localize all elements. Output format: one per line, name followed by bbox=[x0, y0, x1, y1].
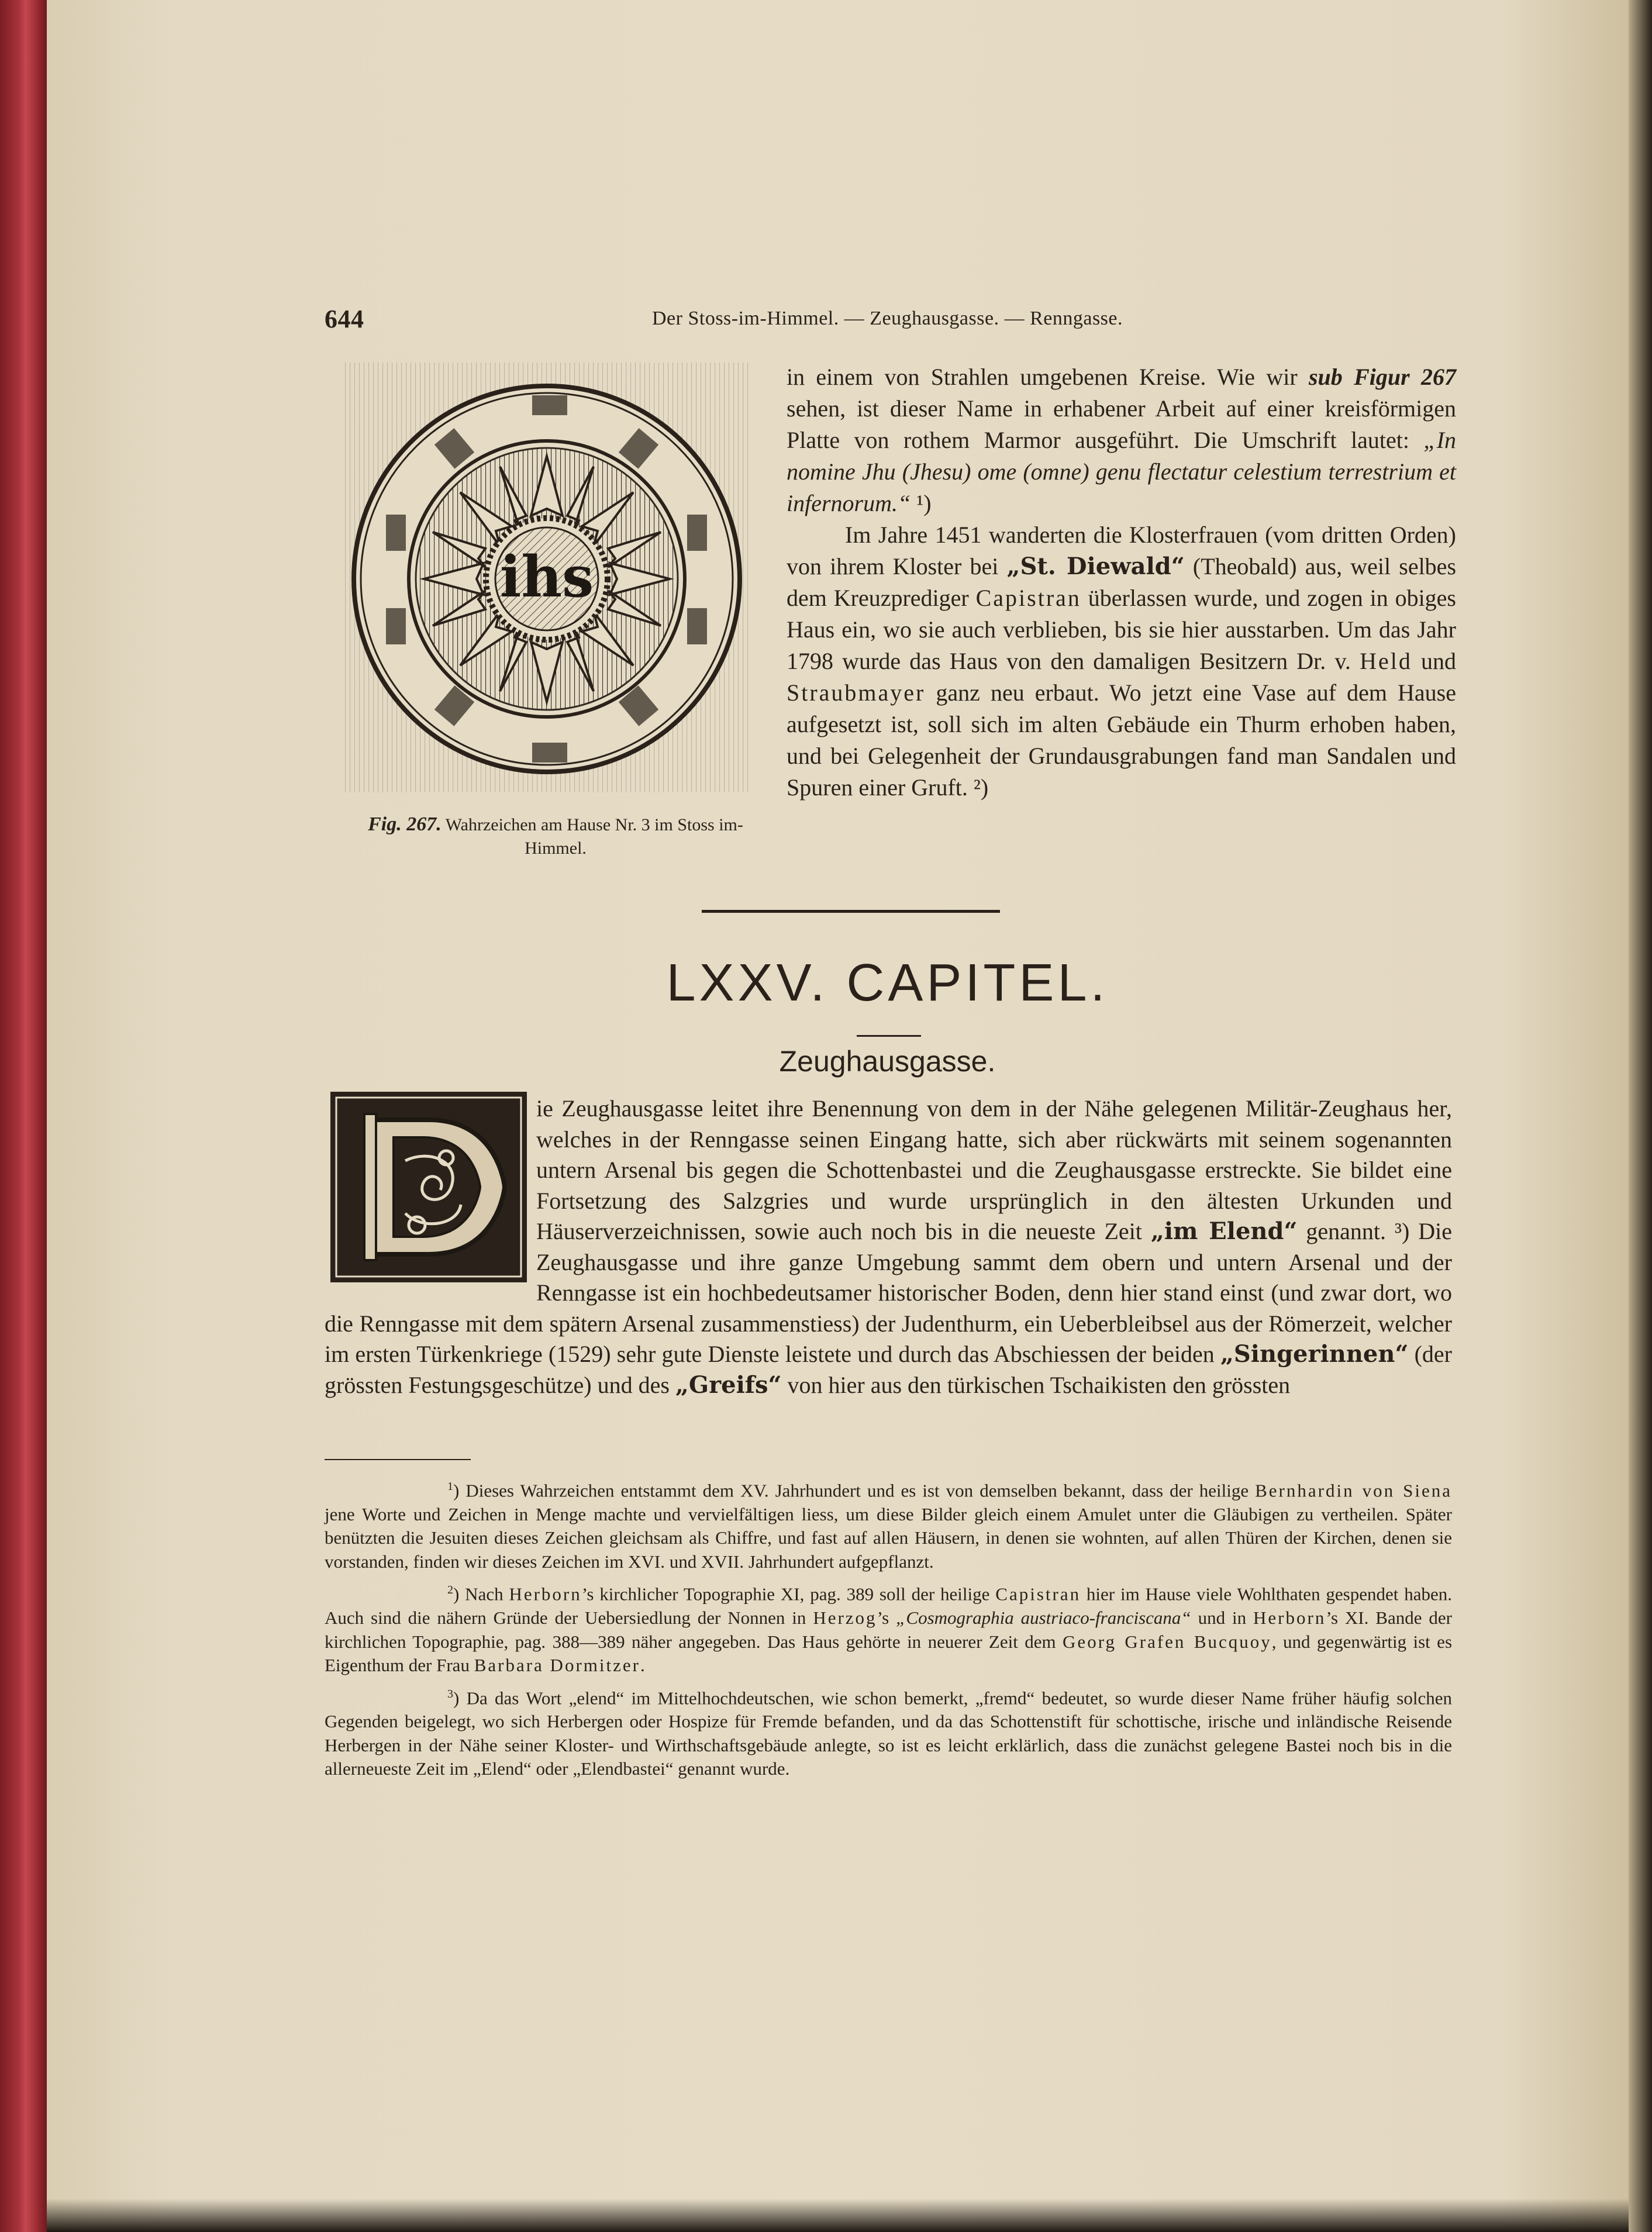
chapter-paragraph: ie Zeughausgasse leitet ihre Benennung von dem in der Nähe gelegenen Militär-Zeughaus her, welches in der Renngasse seinen Eingang hatte, sich aber rückwärts mit seinem sogenannten untern Arsenal bis gegen die Schottenbastei und die Zeughausgasse erstreckte. Sie bildet eine Fortsetzung des Salzgries und wurde ursprünglich in den ältesten Urkunden und Häuserverzeichnissen, sowie auch noch bis in die neueste Zeit „im Elend“ genannt. ³) Die Zeughausgasse und ihre ganze Umgebung sammt dem obern und untern Arsenal und der Renngasse ist ein hochbedeutsamer historischer Boden, denn hier stand einst (und zwar dort, wo die Renngasse mit dem spätern Arsenal zusammenstiess) der Judenthurm, ein Ueberbleibsel aus der Römerzeit, welcher im ersten Türkenkriege (1529) sehr gute Dienste leistete und durch das Abschiessen der beiden „Singerinnen“ (der grössten Festungsgeschütze) und des „Greifs“ von hier aus den türkischen Tschaikisten den grössten bbox=[325, 1095, 1453, 1399]
figure-caption bbox=[342, 813, 769, 860]
page-bottom-edge bbox=[47, 2199, 1629, 2232]
page-number: 644 bbox=[325, 305, 364, 333]
chapter-body-text bbox=[325, 1093, 1452, 1400]
name-held: Held bbox=[1360, 648, 1412, 674]
right-text-column bbox=[787, 361, 1456, 803]
column-paragraph-1: in einem von Strahlen umgebenen Kreise. Wie wir sub Figur 267 sehen, ist dieser Name in erhabener Arbeit auf einer kreisförmigen Platte von rothem Marmor ausgeführt. Die Umschrift lautet: „In nomine Jhu (Jhesu) ome (omne) genu flectatur celestium terrestrium et infernorum.“ ¹) bbox=[787, 364, 1456, 516]
column-paragraph-2: Im Jahre 1451 wanderten die Klosterfrauen (vom dritten Orden) von ihrem Kloster bei „St. Diewald“ (Theobald) aus, weil selbes dem Kreuzprediger Capistran überlassen wurde, und zogen in obiges Haus ein, wo sie auch verblieben, bis sie hier ausstarben. Um das Jahr 1798 wurde das Haus von den damaligen Besitzern Dr. v. Held und Straubmayer ganz neu erbaut. Wo jetzt eine Vase auf dem Hause aufgesetzt ist, soll sich im alten Gebäude ein Thurm erhoben haben, und bei Gelegenheit der Grundausgrabungen fand man Sandalen und Spuren einer Gruft. ²) bbox=[787, 522, 1457, 801]
chapter-subtitle: Zeughausgasse. bbox=[779, 1045, 996, 1078]
latin-inscription: „In nomine Jhu (Jhesu) ome (omne) genu flectatur celestium terrestrium et infernorum.“ bbox=[787, 427, 1456, 516]
section-divider bbox=[702, 910, 1000, 913]
footnote-1: $^1$) Dieses Wahrzeichen entstammt dem XV. Jahrhundert und es ist von demselben bekannt, dass der heilige Bernhardin von Siena jene Worte und Zeichen in Menge machte und vervielfältigen liess, um diese Bilder gleich einem Amulet unter die Gläubigen zu vertheilen. Später benützten die Jesuiten dieses Zeichen gleichsam als Chiffre, und fast auf allen Häusern, in denen sie wohnten, auf allen Thüren der Kirchen, denen sie vorstanden, finden wir dieses Zeichen im XVI. und XVII. Jahrhundert aufgepflanzt. bbox=[325, 1480, 1453, 1572]
footnote-2: $^2$) Nach Herborn’s kirchlicher Topographie XI, pag. 389 soll der heilige Capistran hier im Hause viele Wohlthaten gespendet haben. Auch sind die nähern Gründe der Uebersiedlung der Nonnen in Herzog’s „Cosmographia austriaco-franciscana“ und in Herborn’s XI. Bande der kirchlichen Topographie, pag. 388—389 näher angegeben. Das Haus gehörte in neuerer Zeit dem Georg Grafen Bucquoy, und gegenwärtig ist es Eigenthum der Frau Barbara Dormitzer. bbox=[325, 1584, 1453, 1676]
figure-267-emblem bbox=[345, 363, 749, 792]
initial-float-space bbox=[325, 1093, 536, 1279]
fraktur-im-elend: „im Elend“ bbox=[1150, 1217, 1298, 1245]
running-title: Der Stoss-im-Himmel. — Zeughausgasse. — Renngasse. bbox=[652, 308, 1123, 329]
fraktur-st-diewald: „St. Diewald“ bbox=[1006, 553, 1185, 580]
figure-label: Fig. 267. bbox=[368, 813, 442, 835]
ihs-medallion-engraving bbox=[345, 363, 749, 792]
book-spine-edge bbox=[0, 0, 47, 2232]
page-right-edge bbox=[1629, 0, 1652, 2232]
name-capistran: Capistran bbox=[975, 585, 1081, 611]
fraktur-singerinnen: „Singerinnen“ bbox=[1220, 1340, 1409, 1368]
figure-reference: sub Figur 267 bbox=[1308, 364, 1456, 390]
footnote-rule bbox=[325, 1459, 471, 1460]
figure-caption-text: Wahrzeichen am Hause Nr. 3 im Stoss im-Himmel. bbox=[445, 815, 743, 858]
fraktur-greifs: „Greifs“ bbox=[675, 1371, 782, 1399]
footnotes bbox=[325, 1475, 1452, 1786]
chapter-title: LXXV. CAPITEL. bbox=[666, 954, 1109, 1012]
chapter-rule bbox=[857, 1035, 921, 1037]
name-straubmayer: Straubmayer bbox=[787, 679, 926, 706]
footnote-3: $^3$) Da das Wort „elend“ im Mittelhochdeutschen, wie schon bemerkt, „fremd“ bedeutet, so wurde dieser Name früher häufig solchen Gegenden beigelegt, wo sich Herbergen oder Hospize für Fremde befanden, und da das Schottenstift für schottische, irische und inländische Reisende Herbergen in der Nähe seiner Kloster- und Wirthschaftsgebäude anlegte, so ist es leicht erklärlich, dass die zunächst gelegene Bastei noch bis in die allerneueste Zeit im „Elend“ oder „Elendbastei“ genannt wurde. bbox=[325, 1687, 1452, 1779]
ihs-monogram: ihs bbox=[499, 544, 594, 610]
running-header bbox=[325, 304, 1450, 339]
